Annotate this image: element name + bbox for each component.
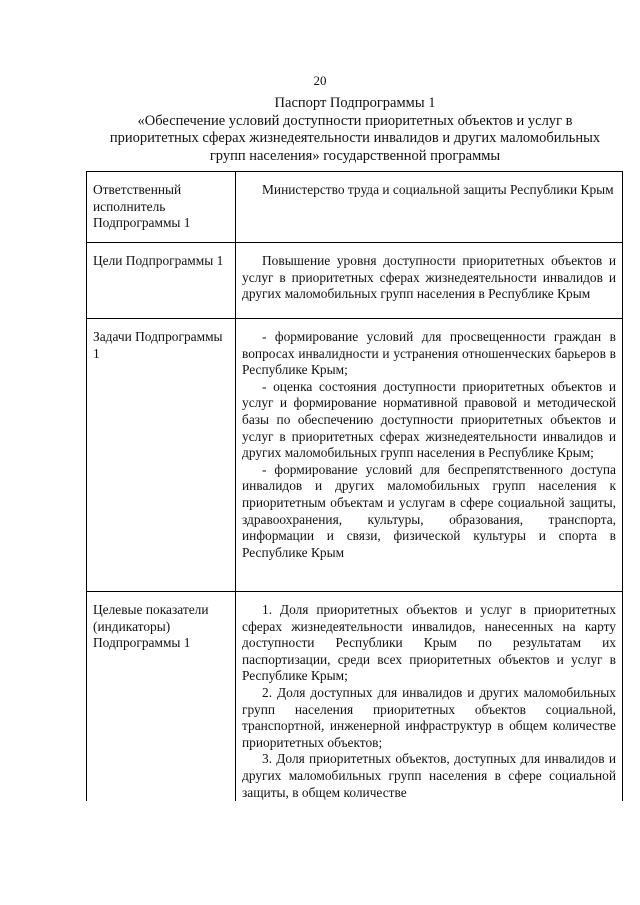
content-paragraph: Министерство труда и социальной защиты Республики Крым [262,182,614,197]
content-paragraph: - оценка состояния доступности приоритетных объектов и услуг и формирование нормативной правовой и методической базы по обеспечению доступности приоритетных объектов и услуг в приоритетных сферах жизнедеятельности инвалидов и других маломобильных групп населения в Республике Крым; [242,378,616,461]
title-line-1: Паспорт Подпрограммы 1 [274,95,436,111]
passport-table [86,171,623,801]
table-row [87,319,623,592]
content-paragraph: - формирование условий для беспрепятственного доступа инвалидов и других маломобильных групп населения к приоритетным объектам и услугам в сфере социальной защиты, здравоохранения, культуры, образования, транспорта, информации и связи, физической культуры и спорта в Республике Крым [242,461,616,560]
row-content-goals [236,243,623,319]
content-paragraph: 1. Доля приоритетных объектов и услуг в приоритетных сферах жизнедеятельности инвалидов, нанесенных на карту доступности Республики Крым по результатам их паспортизации, среди всех приоритетных объектов и услуг в Республике Крым; [242,602,616,684]
title-line-3: приоритетных сферах жизнедеятельности инвалидов и других маломобильных [109,130,601,146]
content-paragraph: - формирование условий для просвещенности граждан в вопросах инвалидности и устранения отношенческих барьеров в Республике Крым; [242,329,616,378]
row-label-responsible: Ответственный исполнитель Подпрограммы 1 [87,172,236,243]
row-content-tasks [236,319,623,592]
row-label-goals: Цели Подпрограммы 1 [87,243,236,319]
page-number: 20 [313,73,327,88]
table-row [87,243,623,319]
row-content-responsible [236,172,623,243]
content-paragraph: 3. Доля приоритетных объектов, доступных для инвалидов и других маломобильных групп населения в сфере социальной защиты, в общем количестве [242,751,616,800]
content-paragraph: 2. Доля доступных для инвалидов и других маломобильных групп населения приоритетных объектов социальной, транспортной, инженерной инфраструктур в общем количестве приоритетных объектов; [242,684,616,750]
row-content-indicators [236,592,623,802]
row-label-indicators: Целевые показатели (индикаторы) Подпрограммы 1 [87,592,236,802]
table-row [87,172,623,243]
title-line-2: «Обеспечение условий доступности приоритетных объектов и услуг в [137,112,573,129]
table-row [87,592,623,802]
document-title [90,95,620,165]
content-paragraph: Повышение уровня доступности приоритетных объектов и услуг в приоритетных сферах жизнедеятельности инвалидов и других маломобильных групп населения в Республике Крым [242,253,616,302]
title-line-4: групп населения» государственной программы [209,147,501,164]
row-label-tasks: Задачи Подпрограммы 1 [87,319,236,592]
